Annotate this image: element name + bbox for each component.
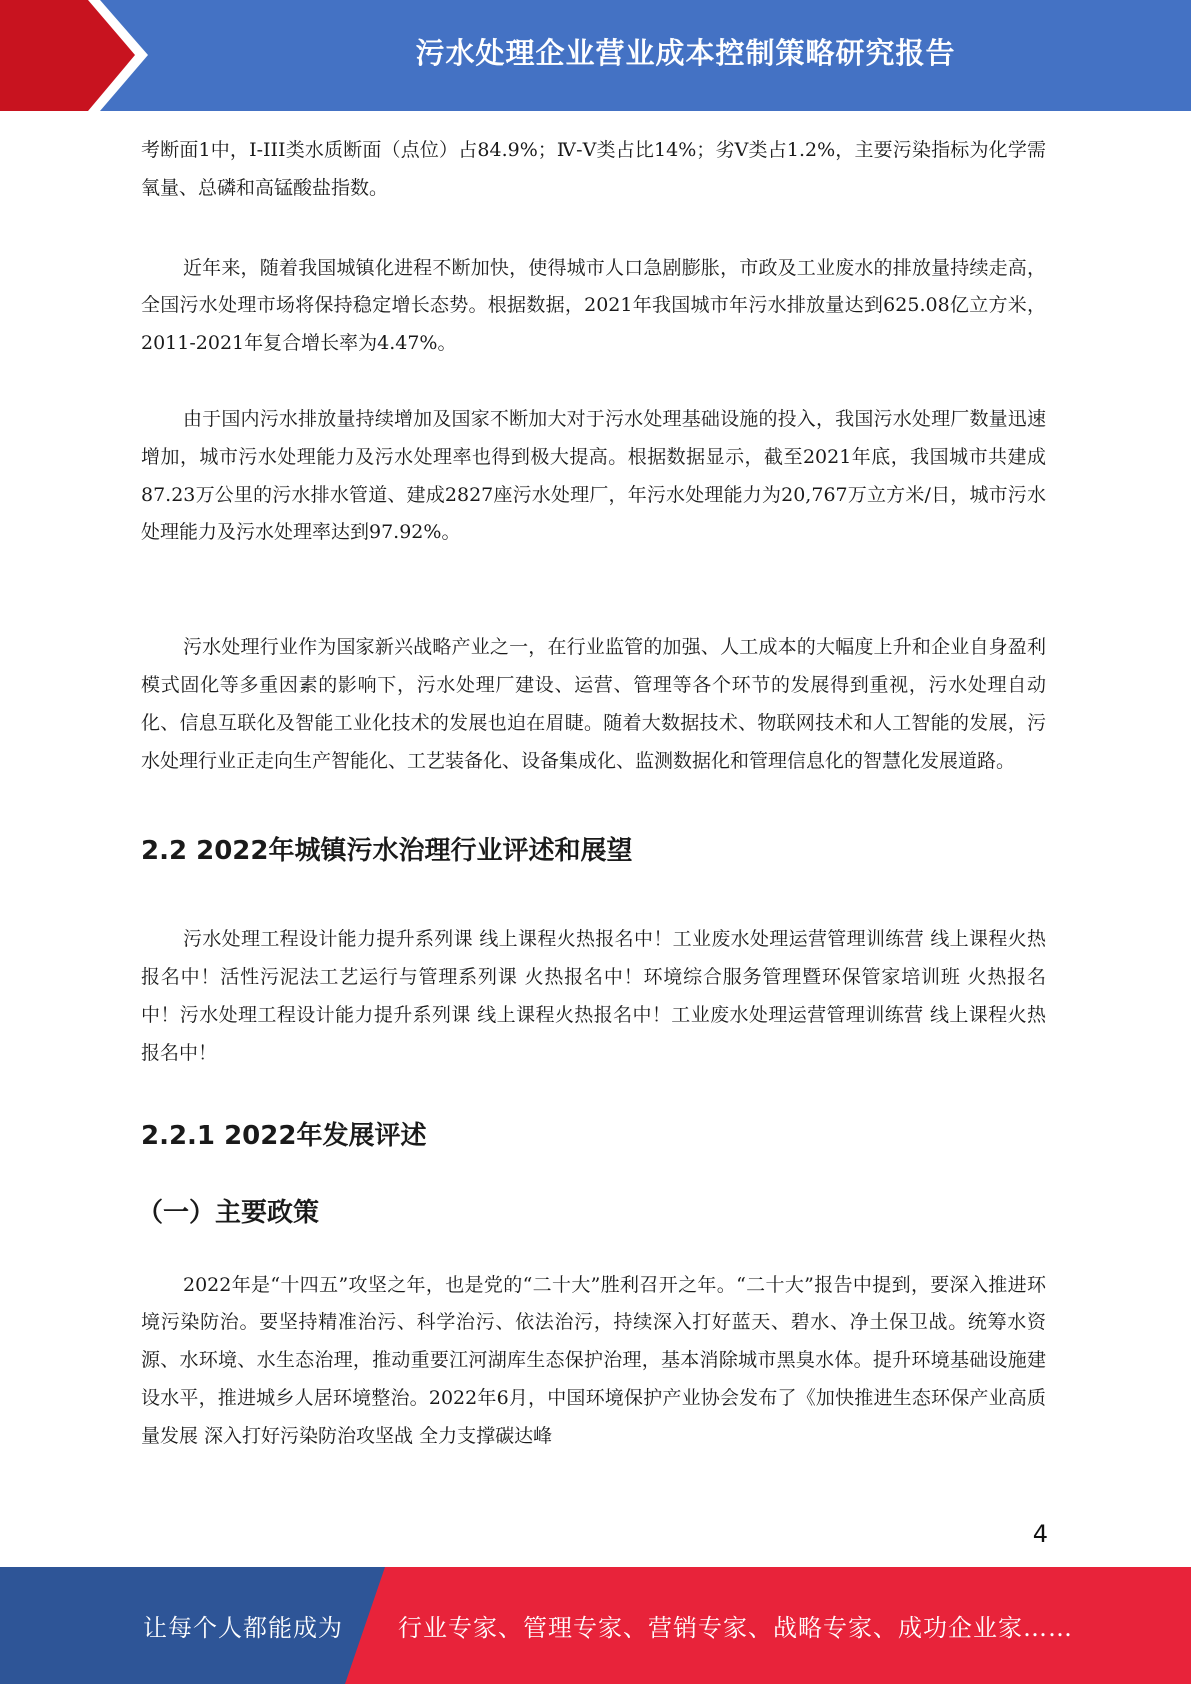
footer-slogan-left: 让每个人都能成为 (143, 1614, 343, 1642)
paragraph-sewage-discharge: 近年来，随着我国城镇化进程不断加快，使得城市人口急剧膨胀，市政及工业废水的排放量持续走高，全国污水处理市场将保持稳定增长态势。根据数据，2021年我国城市年污水排放量达到625.08亿立方米，2011-2021年复合增长率为4.47%。 (141, 256, 1046, 355)
page-header (0, 0, 1191, 111)
paragraph-policies: 2022年是“十四五”攻坚之年，也是党的“二十大”胜利召开之年。“二十大”报告中提到，要深入推进环境污染防治。要坚持精准治污、科学治污、依法治污，持续深入打好蓝天、碧水、净土保卫战。统筹水资源、水环境、水生态治理，推动重要江河湖库生态保护治理，基本消除城市黑臭水体。提升环境基础设施建设水平，推进城乡人居环境整治。2022年6月，中国环境保护产业协会发布了《加快推进生态环保产业高质量发展 深入打好污染防治攻坚战 全力支撑碳达峰 (141, 1273, 1046, 1447)
paragraph-water-quality: 考断面1中，I-III类水质断面（点位）占84.9%；Ⅳ-Ⅴ类占比14%；劣Ⅴ类占1.2%，主要污染指标为化学需氧量、总磷和高锰酸盐指数。 (141, 139, 1046, 199)
section-heading-2-2: 2.2 2022年城镇污水治理行业评述和展望 (141, 836, 633, 867)
footer-slogan-right: 行业专家、管理专家、营销专家、战略专家、成功企业家…… (398, 1614, 1073, 1642)
page-number: 4 (1032, 1520, 1048, 1548)
paragraph-course-promotion: 污水处理工程设计能力提升系列课 线上课程火热报名中！工业废水处理运营管理训练营 线上课程火热报名中！活性污泥法工艺运行与管理系列课 火热报名中！环境综合服务管理暨环保管家培训班 火热报名中！污水处理工程设计能力提升系列课 线上课程火热报名中！工业废水处理运营管理训练营 线上课程火热报名中！ (141, 928, 1046, 1064)
subsection-heading-policies: （一）主要政策 (137, 1197, 320, 1228)
section-heading-2-2-1: 2.2.1 2022年发展评述 (141, 1120, 427, 1151)
paragraph-treatment-capacity: 由于国内污水排放量持续增加及国家不断加大对于污水处理基础设施的投入，我国污水处理厂数量迅速增加，城市污水处理能力及污水处理率也得到极大提高。根据数据显示，截至2021年底，我国城市共建成87.23万公里的污水排水管道、建成2827座污水处理厂，年污水处理能力为20,767万立方米/日，城市污水处理能力及污水处理率达到97.92%。 (141, 407, 1046, 544)
document-body (137, 132, 1046, 1456)
report-title: 污水处理企业营业成本控制策略研究报告 (415, 35, 956, 70)
paragraph-industry-development: 污水处理行业作为国家新兴战略产业之一，在行业监管的加强、人工成本的大幅度上升和企业自身盈利模式固化等多重因素的影响下，污水处理厂建设、运营、管理等各个环节的发展得到重视，污水处理自动化、信息互联化及智能工业化技术的发展也迫在眉睫。随着大数据技术、物联网技术和人工智能的发展，污水处理行业正走向生产智能化、工艺装备化、设备集成化、监测数据化和管理信息化的智慧化发展道路。 (141, 636, 1046, 772)
page-footer (0, 1567, 1191, 1684)
